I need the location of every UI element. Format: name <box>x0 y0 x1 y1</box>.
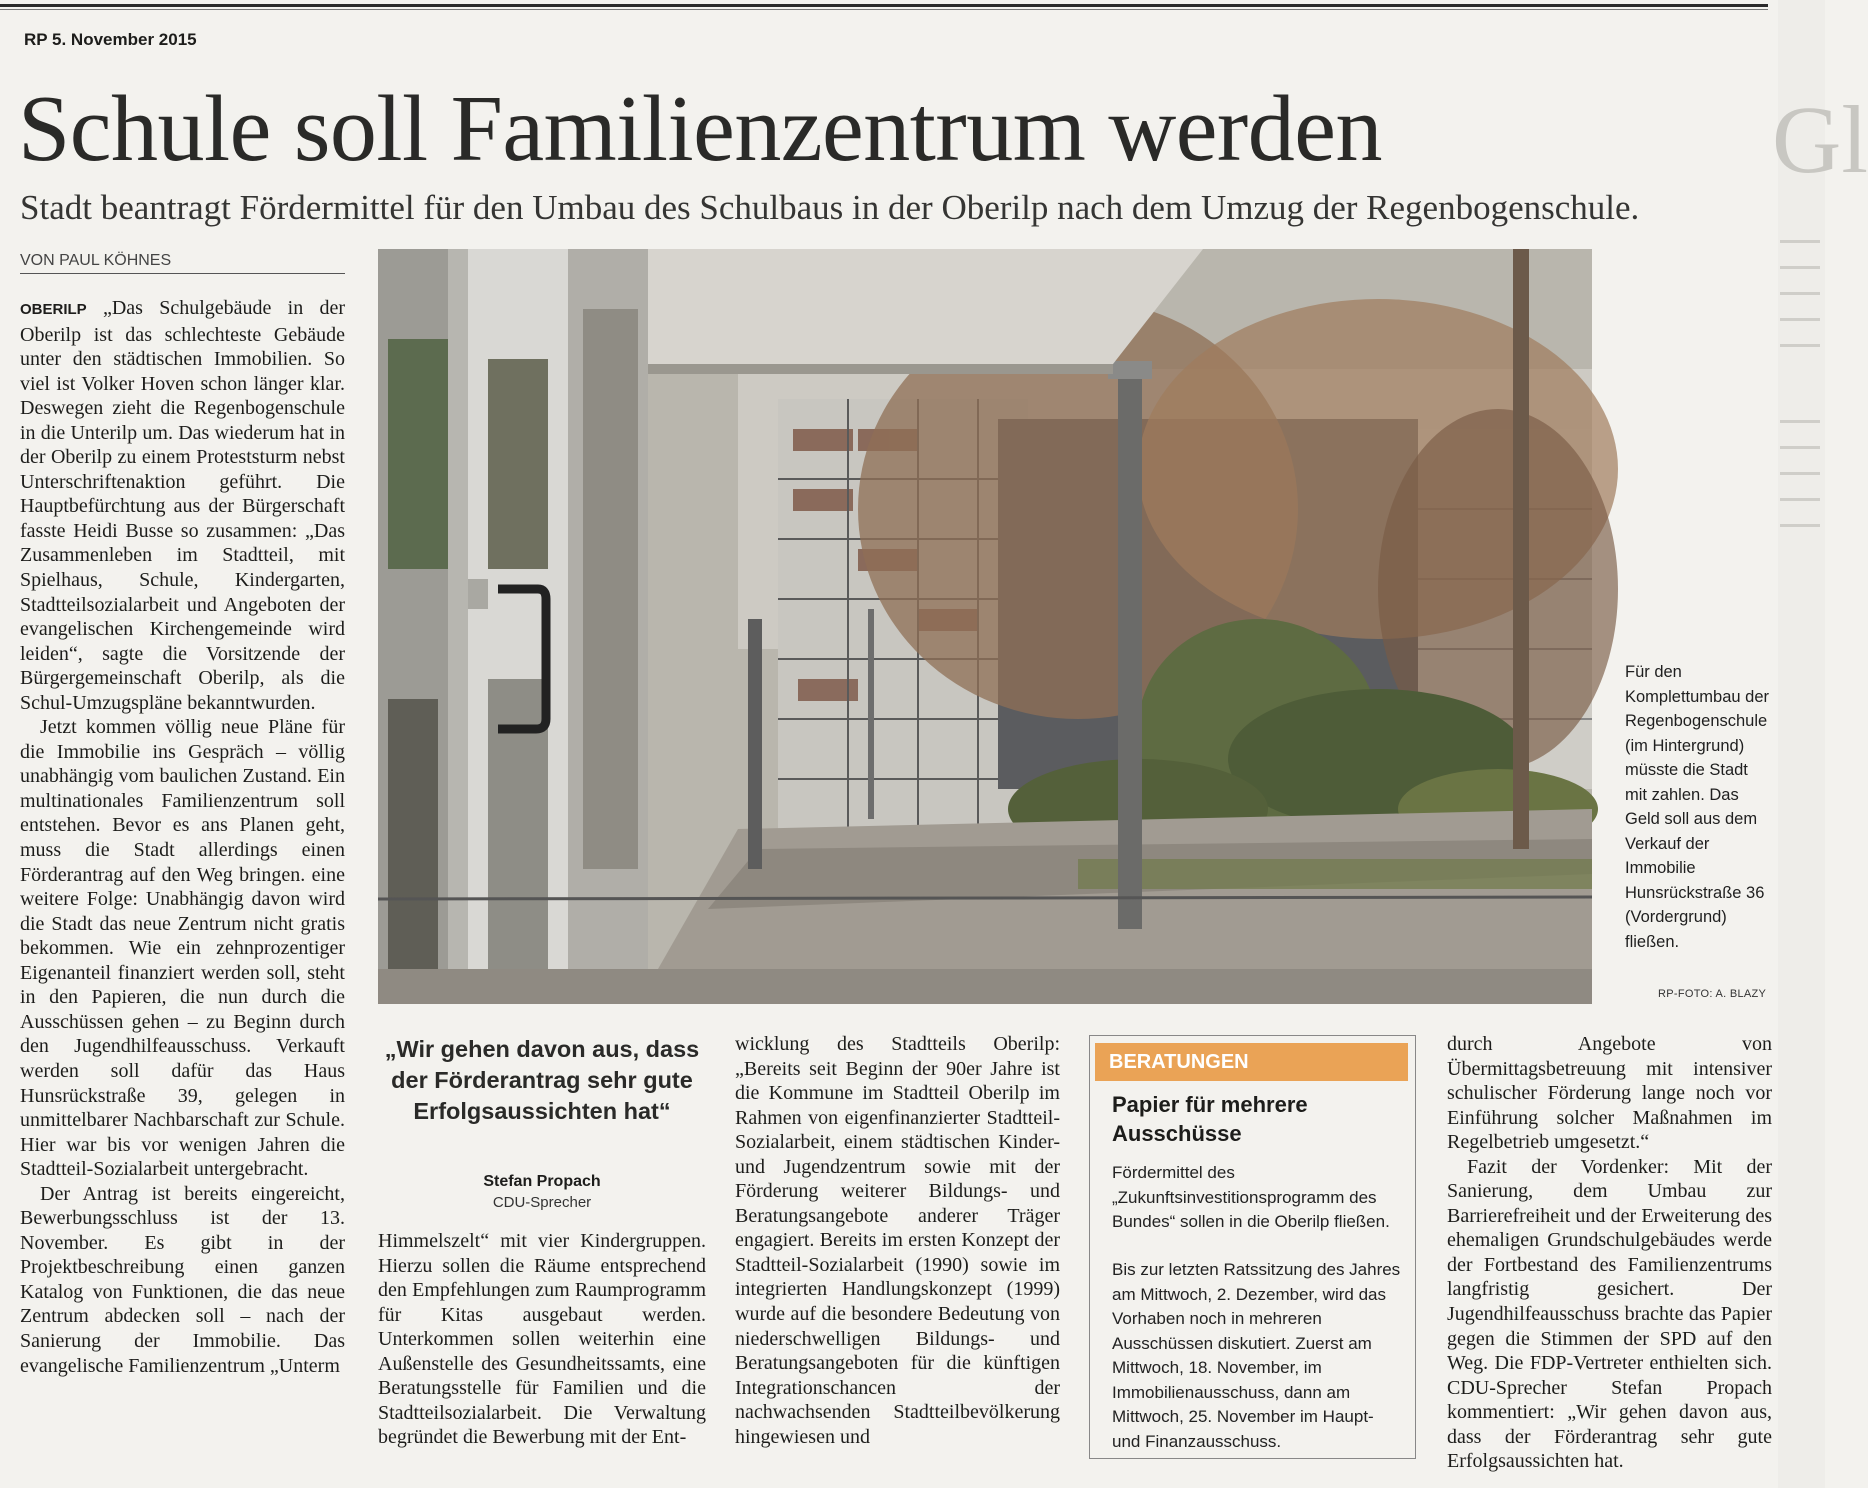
paragraph: durch Angebote von Übermittagsbetreuung mit intensiver schulischer Förderung lange noch vor Einführung solcher Maßnahmen im Regelbetrieb umgesetzt.“ <box>1447 1033 1772 1154</box>
pull-quote: „Wir gehen davon aus, dass der Förderantrag sehr gute Erfolgsaussichten hat“ <box>384 1036 700 1124</box>
top-rule <box>0 4 1768 7</box>
paragraph: Himmelszelt“ mit vier Kindergruppen. Hierzu sollen die Räume entsprechend den Empfehlungen zum Raumprogramm für Kitas ausgebaut werden. Unterkommen sollen weiterhin eine Außenstelle des Gesundheitssamts, eine Beratungsstelle für Familien und die Stadtteilsozialarbeit. Die Verwaltung begründet die Bewerbung mit der Ent- <box>378 1230 706 1449</box>
neighbor-article-edge: Gl <box>1778 0 1825 1488</box>
article-photo <box>378 249 1592 1004</box>
photo-caption: Für den Komplettumbau der Regenbogenschule (im Hintergrund) müsste die Stadt mit zahlen. Das Geld soll aus dem Verkauf der Immobilie Hunsrückstraße 36 (Vordergrund) fließen. <box>1625 663 1769 951</box>
paragraph: Fazit der Vordenker: Mit der Sanierung, dem Umbau zur Barrierefreiheit und der Erweiterung des ehemaligen Grundschulgebäudes werde der Fortbestand des Familienzentrums langfristig gesichert. Der Jugendhilfeausschuss brachte das Papier gegen die Stimmen der SPD auf den Weg. Die FDP-Vertreter enthielten sich. CDU-Sprecher Stefan Propach kommentiert: „Wir gehen davon aus, dass der Förderantrag sehr gute Erfolgsaussichten hat. <box>1447 1155 1772 1473</box>
paragraph: Der Antrag ist bereits eingereicht, Bewerbungsschluss ist der 13. November. Es gibt in der Projektbeschreibung einen ganzen Katalog von Funktionen, die das neue Zentrum abdecken soll – nach der Sanierung der Immobilie. Das evangelische Familienzentrum „Unterm <box>20 1182 345 1377</box>
info-box-paragraph: Fördermittel des „Zukunftsinvestitionsprogramm des Bundes“ sollen in die Oberilp fließen. <box>1112 1163 1390 1231</box>
newspaper-dateline: RP 5. November 2015 <box>24 30 197 49</box>
headline: Schule soll Familienzentrum werden <box>18 77 1382 181</box>
quote-author-role: CDU-Sprecher <box>492 1194 592 1211</box>
paragraph: Jetzt kommen völlig neue Pläne für die Immobilie ins Gespräch – völlig unabhängig vom baulichen Zustand. Ein multinationales Familienzentrum soll entstehen. Bevor es ans Planen geht, muss die Stadt allerdings einen Förderantrag auf den Weg bringen. eine weitere Folge: Unabhängig davon wird die Stadt das neue Zentrum nicht gratis bekommen. Wie ein zehnprozentiger Eigenanteil finanziert werden soll, steht in den Papieren, die nun durch die Ausschüssen gehen – zu Beginn durch den Jugendhilfeausschuss. Verkauft werden soll dafür das Haus Hunsrückstraße 39, gelegen in unmittelbarer Nachbarschaft zur Schule. Hier war bis vor wenigen Jahren die Stadtteil-Sozialarbeit untergebracht. <box>20 716 345 1181</box>
article-column-2 <box>378 1229 706 1479</box>
location-tag: OBERILP <box>20 301 87 318</box>
top-rule-thin <box>0 9 1768 10</box>
info-box-paragraph: Bis zur letzten Ratssitzung des Jahres am Mittwoch, 2. Dezember, wird das Vorhaben noch in mehreren Ausschüssen diskutiert. Zuerst am Mittwoch, 18. November, im Immobilienausschuss, dann am Mittwoch, 25. November im Haupt- und Finanzausschuss. <box>1112 1260 1401 1451</box>
quote-author: Stefan Propach <box>483 1173 601 1190</box>
article-column-3 <box>735 1032 1060 1479</box>
photo-school-courtyard <box>378 249 1592 1004</box>
paragraph: wicklung des Stadtteils Oberilp: „Bereits seit Beginn der 90er Jahre ist die Kommune im Stadtteil Oberilp im Rahmen von eigenfinanzierter Stadtteil-Sozialarbeit, einem städtischen Kinder- und Jugendzentrum sowie mit der Förderung weiterer Bildungs- und Beratungsangebote anderer Träger engagiert. Bereits im ersten Konzept der Stadtteil-Sozialarbeit (1990) sowie im integrierten Handlungskonzept (1999) wurde auf die besondere Bedeutung von niederschwelligen Bildungs- und Beratungsangeboten für die künftigen Integrationschancen der nachwachsenden Stadtteilbevölkerung hingewiesen und <box>735 1033 1060 1448</box>
article-column-1 <box>20 296 345 1476</box>
article-column-4 <box>1447 1032 1772 1479</box>
photo-credit: RP-FOTO: A. BLAZY <box>1658 988 1767 1000</box>
byline-rule <box>20 273 345 274</box>
info-box-tag: BERATUNGEN <box>1095 1043 1408 1081</box>
paragraph: „Das Schulgebäude in der Oberilp ist das schlechteste Gebäude unter den städtischen Immobilien. So viel ist Volker Hoven schon länger klar. Deswegen zieht die Regenbogenschule in die Unterilp um. Das wiederum hat in der Oberilp zu einem Proteststurm nebst Unterschriftenaktion geführt. Die Hauptbefürchtung aus der Bürgerschaft fasste Heidi Busse so zusammen: „Das Zusammenleben im Stadtteil, mit Spielhaus, Schule, Kindergarten, Stadtteilsozialarbeit und Angeboten der evangelischen Kirchengemeinde wird leiden“, sagte die Vorsitzende der Bürgergemeinschaft Oberilp, als die Schul-Umzugspläne bekanntwurden. <box>20 297 345 714</box>
byline: VON PAUL KÖHNES <box>20 252 172 269</box>
info-box-title: Papier für mehrere Ausschüsse <box>1112 1092 1308 1146</box>
subheadline: Stadt beantragt Fördermittel für den Umbau des Schulbaus in der Oberilp nach dem Umzug der Regenbogenschule. <box>20 188 1640 227</box>
